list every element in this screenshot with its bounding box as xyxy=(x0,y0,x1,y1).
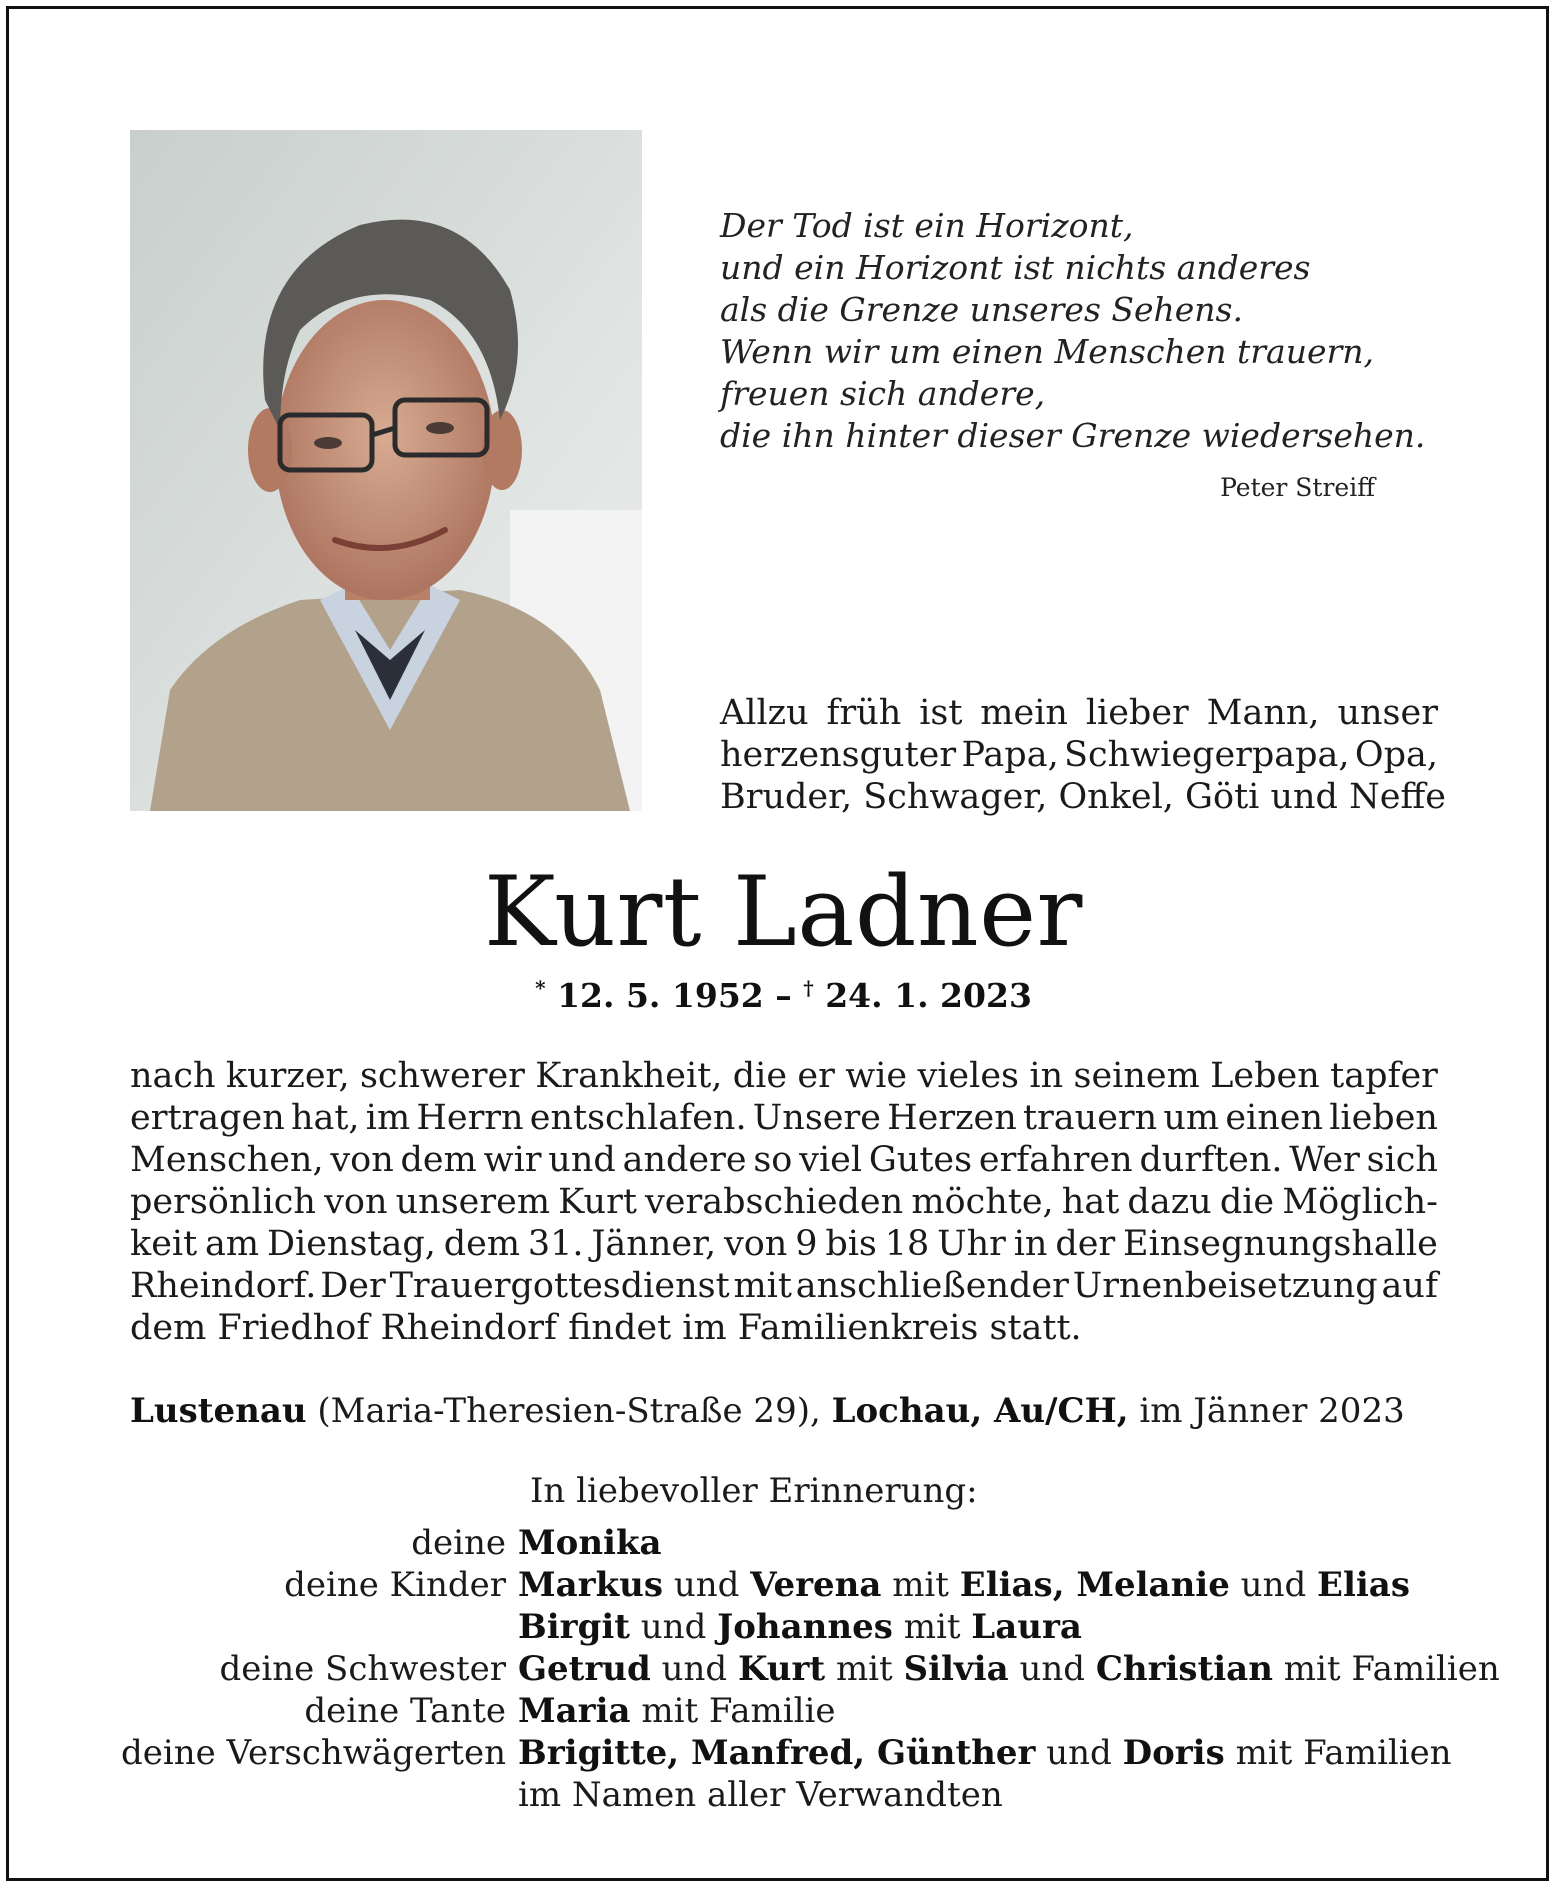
body-word: Uhr xyxy=(937,1224,1006,1264)
body-word: ertragen xyxy=(130,1098,285,1138)
deceased-name: Kurt Ladner xyxy=(484,856,1083,968)
family-name: Silvia xyxy=(903,1649,1009,1689)
family-name: Johannes xyxy=(717,1607,893,1647)
body-word: mit xyxy=(733,1266,792,1306)
body-line xyxy=(130,1055,1438,1097)
body-word: Herrn xyxy=(416,1098,524,1138)
body-word: Einsegnungshalle xyxy=(1123,1224,1438,1264)
body-word: möchte, xyxy=(911,1182,1054,1222)
body-word: lieben xyxy=(1329,1098,1438,1138)
body-word: Kurt xyxy=(558,1182,637,1222)
body-word: auf xyxy=(1381,1266,1438,1306)
body-word: die xyxy=(732,1056,788,1096)
family-name: Markus xyxy=(518,1565,663,1605)
closing-line: im Namen aller Verwandten xyxy=(518,1775,1003,1815)
location-line xyxy=(130,1390,1438,1432)
body-word: 18 xyxy=(884,1224,930,1264)
body-word: trauern xyxy=(1023,1098,1158,1138)
family-connector: und xyxy=(640,1607,707,1647)
portrait-illustration xyxy=(130,130,642,811)
family-label: deine Schwester xyxy=(219,1649,506,1689)
family-name: Doris xyxy=(1122,1733,1225,1773)
body-word: am xyxy=(205,1224,260,1264)
family-connector: mit xyxy=(903,1607,961,1647)
body-word: Unsere xyxy=(752,1098,881,1138)
body-last-line: dem Friedhof Rheindorf findet im Familienkreis statt. xyxy=(130,1308,1082,1348)
intro-word: Papa, xyxy=(961,735,1059,775)
family-row-aunt xyxy=(110,1690,1500,1732)
family-connector: und xyxy=(1046,1733,1112,1773)
place-town: Lustenau xyxy=(130,1391,307,1431)
family-label: deine Kinder xyxy=(284,1565,506,1605)
life-dates xyxy=(0,976,1567,1015)
body-word: um xyxy=(1163,1098,1220,1138)
quote-line: Der Tod ist ein Horizont, xyxy=(720,206,1134,245)
body-word: in xyxy=(1013,1224,1048,1264)
body-word: der xyxy=(1055,1224,1116,1264)
intro-word: Mann, xyxy=(1206,693,1320,733)
place-address: (Maria-Theresien-Straße 29), xyxy=(317,1391,821,1431)
body-word: verabschieden xyxy=(645,1182,904,1222)
family-label: deine Verschwägerten xyxy=(121,1733,506,1773)
body-line xyxy=(130,1181,1438,1223)
body-word: nach xyxy=(130,1056,216,1096)
body-word: er xyxy=(797,1056,835,1096)
body-word: in xyxy=(1029,1056,1064,1096)
family-connector: mit xyxy=(835,1649,893,1689)
body-word: keit xyxy=(130,1224,198,1264)
intro-word: Opa, xyxy=(1354,735,1438,775)
family-label-empty xyxy=(110,1774,518,1816)
body-word: wie xyxy=(845,1056,908,1096)
intro-line xyxy=(720,692,1438,734)
birth-symbol: * xyxy=(535,976,546,1000)
family-name: Birgit xyxy=(518,1607,630,1647)
memory-heading: In liebevoller Erinnerung: xyxy=(530,1471,978,1511)
family-connector: und xyxy=(661,1649,728,1689)
death-date: 24. 1. 2023 xyxy=(825,976,1032,1015)
family-name: Verena xyxy=(750,1565,882,1605)
body-word: und xyxy=(548,1140,616,1180)
body-word: Menschen, xyxy=(130,1140,324,1180)
body-line xyxy=(130,1097,1438,1139)
family-name: Elias xyxy=(1317,1565,1410,1605)
portrait-photo xyxy=(130,130,642,811)
family-connector: und xyxy=(1240,1565,1307,1605)
body-word: sich xyxy=(1366,1140,1438,1180)
body-word: Trauergottesdienst xyxy=(389,1266,730,1306)
body-word: Der xyxy=(320,1266,386,1306)
family-row-in-laws xyxy=(110,1732,1500,1774)
body-line xyxy=(130,1307,1438,1349)
body-line xyxy=(130,1139,1438,1181)
intro-word: Schwiegerpapa, xyxy=(1064,735,1350,775)
body-word: im xyxy=(365,1098,411,1138)
family-connector: mit Familie xyxy=(641,1691,836,1731)
intro-word: lieber xyxy=(1085,693,1189,733)
intro-word: unser xyxy=(1337,693,1438,733)
body-word: Gutes xyxy=(868,1140,973,1180)
body-word: dem xyxy=(400,1140,477,1180)
family-name: Getrud xyxy=(518,1649,651,1689)
death-symbol: † xyxy=(803,976,814,1000)
family-name: Monika xyxy=(518,1523,662,1563)
family-name: Kurt xyxy=(737,1649,826,1689)
date-dash: – xyxy=(775,976,792,1015)
birth-date: 12. 5. 1952 xyxy=(557,976,764,1015)
body-word: von xyxy=(330,1140,394,1180)
quote-author: Peter Streiff xyxy=(1220,473,1375,502)
body-word: bis xyxy=(825,1224,877,1264)
body-word: Dienstag, xyxy=(266,1224,436,1264)
body-word: Möglich- xyxy=(1282,1182,1438,1222)
intro-last-line: Bruder, Schwager, Onkel, Göti und Neffe xyxy=(720,777,1446,817)
family-list xyxy=(110,1522,1500,1816)
quote-line: als die Grenze unseres Sehens. xyxy=(720,290,1243,329)
family-connector: und xyxy=(673,1565,740,1605)
body-word: unserem xyxy=(395,1182,551,1222)
body-word: hat, xyxy=(290,1098,360,1138)
family-connector: und xyxy=(1019,1649,1085,1689)
family-connector: mit Familien xyxy=(1283,1649,1500,1689)
quote-line: die ihn hinter dieser Grenze wiedersehen. xyxy=(720,416,1426,455)
body-word: Urnenbeisetzung xyxy=(1072,1266,1378,1306)
family-name: Elias, Melanie xyxy=(959,1565,1230,1605)
intro-text xyxy=(720,692,1446,818)
intro-word: Allzu xyxy=(720,693,809,733)
intro-word: ist xyxy=(919,693,963,733)
poem-quote xyxy=(720,205,1426,457)
family-row-children xyxy=(110,1564,1500,1606)
body-word: 9 xyxy=(795,1224,818,1264)
family-label: deine xyxy=(411,1523,506,1563)
place-others: Lochau, Au/CH, xyxy=(831,1391,1129,1431)
body-word: anschließender xyxy=(795,1266,1069,1306)
intro-word: mein xyxy=(980,693,1068,733)
body-word: 31. xyxy=(527,1224,584,1264)
intro-line xyxy=(720,776,1446,818)
body-line xyxy=(130,1223,1438,1265)
body-word: Leben xyxy=(1210,1056,1320,1096)
body-word: Wer xyxy=(1289,1140,1360,1180)
family-name: Brigitte, Manfred, Günther xyxy=(518,1733,1036,1773)
family-row-wife xyxy=(110,1522,1500,1564)
body-word: so xyxy=(753,1140,793,1180)
intro-line xyxy=(720,734,1438,776)
body-word: die xyxy=(1219,1182,1275,1222)
announcement-text xyxy=(130,1055,1438,1349)
intro-word: herzensguter xyxy=(720,735,957,775)
body-word: schwerer xyxy=(359,1056,525,1096)
body-word: vieles xyxy=(917,1056,1020,1096)
body-word: dazu xyxy=(1127,1182,1212,1222)
family-row-children-2 xyxy=(110,1606,1500,1648)
body-word: entschlafen. xyxy=(529,1098,747,1138)
body-word: Jänner, xyxy=(591,1224,717,1264)
body-word: persönlich xyxy=(130,1182,316,1222)
body-word: tapfer xyxy=(1330,1056,1438,1096)
quote-line: freuen sich andere, xyxy=(720,374,1046,413)
quote-line: Wenn wir um einen Menschen trauern, xyxy=(720,332,1374,371)
body-word: kurzer, xyxy=(225,1056,350,1096)
body-word: hat xyxy=(1061,1182,1120,1222)
family-label-empty xyxy=(110,1606,518,1648)
family-row-sister xyxy=(110,1648,1500,1690)
body-line xyxy=(130,1265,1438,1307)
family-connector: mit xyxy=(892,1565,949,1605)
family-connector: mit Familien xyxy=(1235,1733,1452,1773)
family-name: Laura xyxy=(971,1607,1082,1647)
body-word: einen xyxy=(1225,1098,1324,1138)
body-word: wir xyxy=(483,1140,542,1180)
body-word: andere xyxy=(622,1140,747,1180)
place-date: im Jänner 2023 xyxy=(1139,1391,1405,1431)
body-word: viel xyxy=(799,1140,863,1180)
family-row-closing xyxy=(110,1774,1500,1816)
body-word: von xyxy=(723,1224,788,1264)
family-name: Maria xyxy=(518,1691,631,1731)
body-word: Herzen xyxy=(887,1098,1017,1138)
body-word: Rheindorf. xyxy=(130,1266,317,1306)
body-word: erfahren xyxy=(978,1140,1133,1180)
family-name: Christian xyxy=(1095,1649,1273,1689)
body-word: durften. xyxy=(1139,1140,1283,1180)
intro-word: früh xyxy=(826,693,902,733)
body-word: von xyxy=(324,1182,388,1222)
body-word: dem xyxy=(443,1224,521,1264)
body-word: Krankheit, xyxy=(535,1056,723,1096)
quote-line: und ein Horizont ist nichts anderes xyxy=(720,248,1311,287)
family-label: deine Tante xyxy=(304,1691,506,1731)
body-word: seinem xyxy=(1073,1056,1200,1096)
